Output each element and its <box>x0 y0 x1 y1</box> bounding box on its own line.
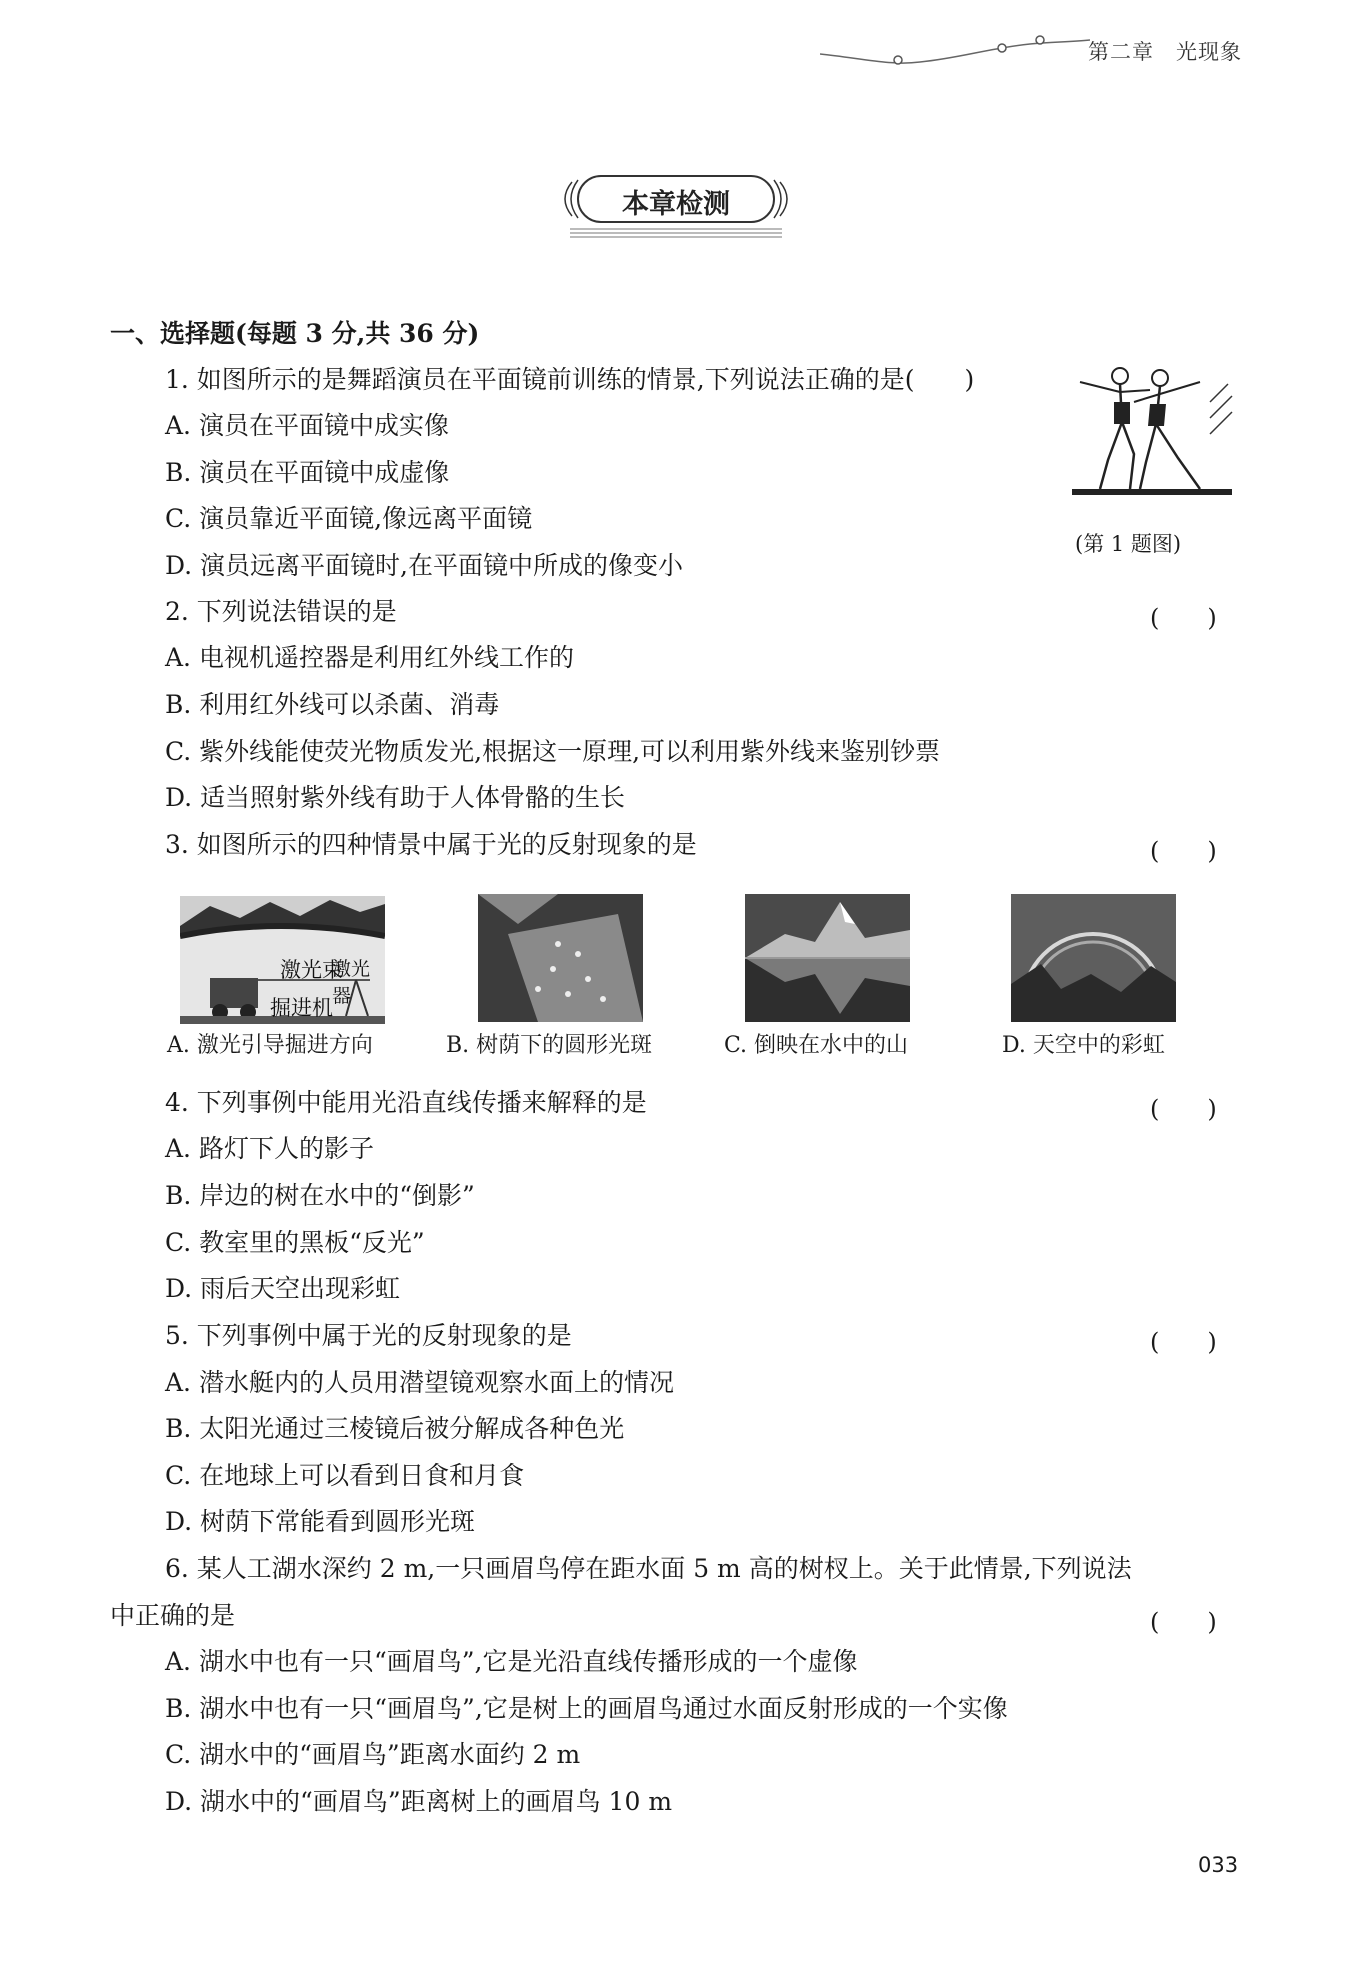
section-heading: 一、选择题(每题 3 分,共 36 分) <box>110 319 480 348</box>
q6-option-a: A. 湖水中也有一只“画眉鸟”,它是光沿直线传播形成的一个虚像 <box>165 1647 858 1676</box>
q1-stem: 1. 如图所示的是舞蹈演员在平面镜前训练的情景,下列说法正确的是( ) <box>165 365 975 394</box>
q1-figure-caption: (第 1 题图) <box>1075 532 1182 556</box>
q3-option-d: D. 天空中的彩虹 <box>1002 1033 1165 1058</box>
q1-option-b: B. 演员在平面镜中成虚像 <box>165 458 450 487</box>
q2-option-a: A. 电视机遥控器是利用红外线工作的 <box>165 643 574 672</box>
q2-option-c: C. 紫外线能使荧光物质发光,根据这一原理,可以利用紫外线来鉴别钞票 <box>165 737 941 766</box>
q2-option-b: B. 利用红外线可以杀菌、消毒 <box>165 690 500 719</box>
q4-option-a: A. 路灯下人的影子 <box>165 1134 374 1163</box>
tree-shade-spots-picture <box>478 894 643 1022</box>
header-wave-decoration <box>820 28 1090 78</box>
q6-stem-line1: 6. 某人工湖水深约 2 m,一只画眉鸟停在距水面 5 m 高的树杈上。关于此情景,下列说法 <box>165 1554 1132 1583</box>
q3-option-a: A. 激光引导掘进方向 <box>167 1033 373 1058</box>
q5-option-b: B. 太阳光通过三棱镜后被分解成各种色光 <box>165 1414 625 1443</box>
q6-answer-paren: ( ) <box>1150 1608 1217 1636</box>
banner-title: 本章检测 <box>622 189 730 220</box>
q4-option-b: B. 岸边的树在水中的“倒影” <box>165 1181 475 1210</box>
laser-tunnel-picture <box>180 896 385 1024</box>
q3-option-b: B. 树荫下的圆形光斑 <box>446 1033 653 1058</box>
q1-option-d: D. 演员远离平面镜时,在平面镜中所成的像变小 <box>165 551 683 580</box>
q6-option-b: B. 湖水中也有一只“画眉鸟”,它是树上的画眉鸟通过水面反射形成的一个实像 <box>165 1694 1008 1723</box>
rainbow-picture <box>1011 894 1176 1022</box>
q4-option-d: D. 雨后天空出现彩虹 <box>165 1274 401 1303</box>
q1-option-a: A. 演员在平面镜中成实像 <box>165 411 449 440</box>
q3-stem: 3. 如图所示的四种情景中属于光的反射现象的是 <box>165 830 697 859</box>
q2-answer-paren: ( ) <box>1150 604 1217 632</box>
q5-option-c: C. 在地球上可以看到日食和月食 <box>165 1461 525 1490</box>
q3-option-c: C. 倒映在水中的山 <box>724 1033 909 1058</box>
q5-stem: 5. 下列事例中属于光的反射现象的是 <box>165 1321 572 1350</box>
q6-option-c: C. 湖水中的“画眉鸟”距离水面约 2 m <box>165 1740 581 1769</box>
tunneling-machine-label: 掘进机 <box>270 996 333 1020</box>
q4-option-c: C. 教室里的黑板“反光” <box>165 1228 425 1257</box>
q5-option-a: A. 潜水艇内的人员用潜望镜观察水面上的情况 <box>165 1368 674 1397</box>
q4-stem: 4. 下列事例中能用光沿直线传播来解释的是 <box>165 1088 647 1117</box>
chapter-label: 第二章 光现象 <box>1088 40 1242 64</box>
q2-stem: 2. 下列说法错误的是 <box>165 597 397 626</box>
page-number: 033 <box>1198 1853 1239 1877</box>
q1-option-c: C. 演员靠近平面镜,像远离平面镜 <box>165 504 533 533</box>
laser-beam-label: 激光束 <box>280 958 343 982</box>
section-banner <box>560 172 792 244</box>
q6-stem-line2: 中正确的是 <box>110 1601 236 1630</box>
dancers-mirror-figure <box>1060 362 1240 510</box>
q4-answer-paren: ( ) <box>1150 1095 1217 1123</box>
q5-answer-paren: ( ) <box>1150 1328 1217 1356</box>
mountain-reflection-picture <box>745 894 910 1022</box>
q3-answer-paren: ( ) <box>1150 837 1217 865</box>
q6-option-d: D. 湖水中的“画眉鸟”距离树上的画眉鸟 10 m <box>165 1787 673 1816</box>
q5-option-d: D. 树荫下常能看到圆形光斑 <box>165 1507 476 1536</box>
q2-option-d: D. 适当照射紫外线有助于人体骨骼的生长 <box>165 783 626 812</box>
laser-device-label: 激光器 <box>332 958 371 1007</box>
